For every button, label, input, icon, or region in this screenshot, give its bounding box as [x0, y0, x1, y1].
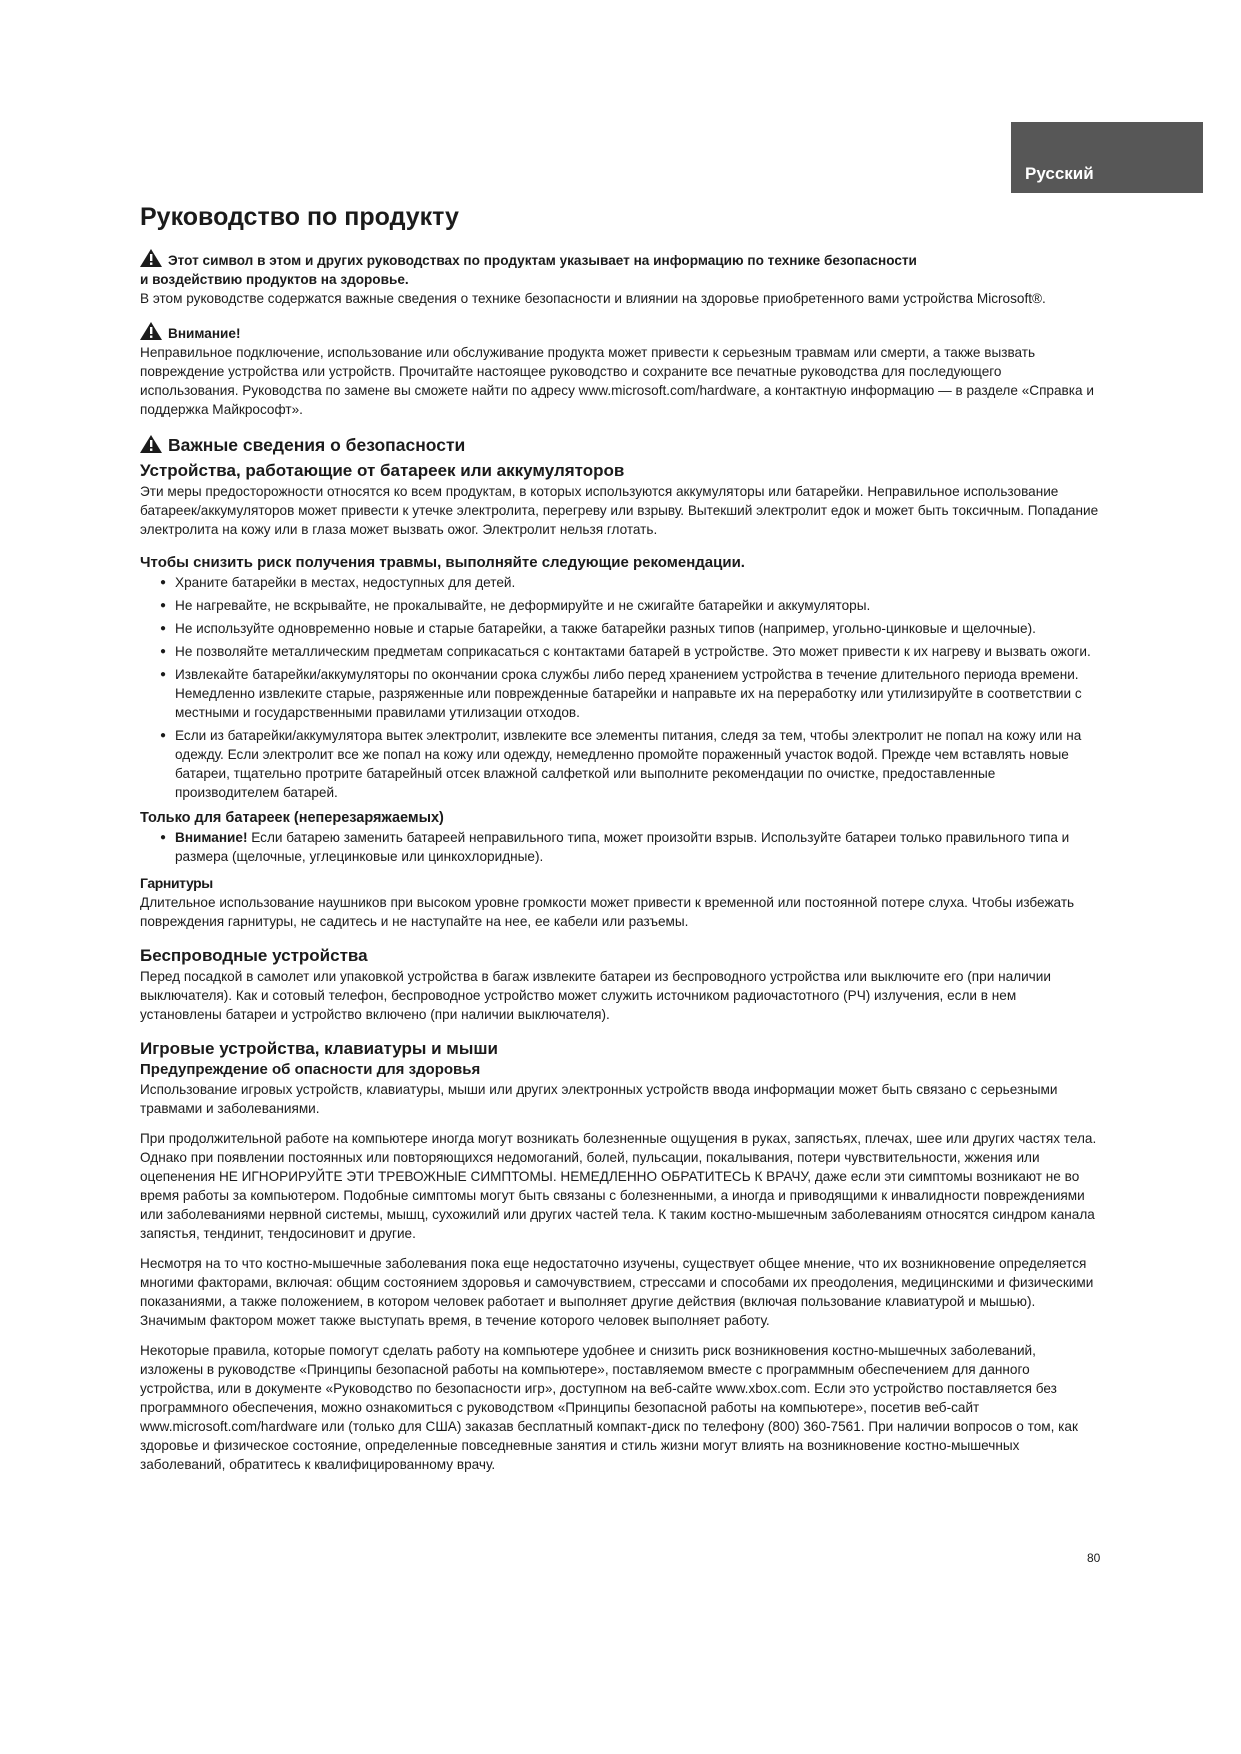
list-item: ● Храните батарейки в местах, недоступных для детей. — [140, 573, 1100, 592]
health-warning-heading: Предупреждение об опасности для здоровья — [140, 1061, 481, 1078]
list-item: ● Не используйте одновременно новые и старые батарейки, а также батарейки разных типов (например, угольно-цинковые и щелочные). — [140, 619, 1100, 638]
gaming-section — [140, 1038, 1100, 1474]
safety-heading: Важные сведения о безопасности — [168, 435, 466, 455]
warning-triangle-icon — [140, 249, 162, 267]
gaming-paragraph-3: Несмотря на то что костно-мышечные заболевания пока еще недостаточно изучены, существует общее мнение, что их возникновение определяется многими факторами, включая: общим состоянием здоровья и самочувствием, стрессами и способами их преодоления, медицинскими и физическими показаниями, а также положением, в котором человек работает и выполняет другие действия (включая пользование клавиатурой и мышью). Значимым фактором может также выступать время, в течение которого человек выполняет работу. — [140, 1256, 1094, 1328]
list-item: ● Извлекайте батарейки/аккумуляторы по окончании срока службы либо перед хранением устройства в течение длительного периода времени. Немедленно извлеките старые, разряженные или поврежденные батарейки и направьте их на переработку или утилизируйте в соответствии с местными и государственными правилами утилизации отходов. — [140, 665, 1100, 722]
warning-triangle-icon — [140, 435, 162, 453]
headsets-text: Длительное использование наушников при высоком уровне громкости может привести к временной или постоянной потере слуха. Чтобы избежать повреждения гарнитуры, не садитесь и не наступайте на нее, ее кабели или разъемы. — [140, 895, 1075, 929]
nonrechargeable-text: Если батарею заменить батареей неправильного типа, может произойти взрыв. Используйте батареи только правильного типа и размера (щелочные, углецинковые или цинкохлоридные). — [175, 830, 1070, 864]
gaming-paragraph-4: Некоторые правила, которые помогут сделать работу на компьютере удобнее и снизить риск возникновения костно-мышечных заболеваний, изложены в руководстве «Принципы безопасной работы на компьютере», поставляемом вместе с программным обеспечением для данного устройства, или в документе «Руководство по безопасности игр», доступном на веб-сайте www.xbox.com. Если это устройство поставляется без программного обеспечения, можно ознакомиться с руководством «Принципы безопасной работы на компьютере», посетив веб-сайт www.microsoft.com/hardware или (только для США) заказав бесплатный компакт-диск по телефону (800) 360-7561. При наличии вопросов о том, как здоровье и физическое состояние, определенные повседневные занятия и стиль жизни могут влиять на возникновение костно-мышечных заболеваний, обратитесь к квалифицированному врачу. — [140, 1343, 1078, 1472]
battery-recommendations-list — [140, 573, 1100, 802]
list-item — [140, 828, 1100, 866]
list-item: ● Не позволяйте металлическим предметам соприкасаться с контактами батарей в устройстве. Это может привести к их нагреву и вызвать ожоги. — [140, 642, 1100, 661]
list-item: ● Если из батарейки/аккумулятора вытек электролит, извлеките все элементы питания, следя за тем, чтобы электролит не попал на кожу или на одежду. Если электролит все же попал на кожу или одежду, немедленно промойте пораженный участок водой. Прежде чем вставлять новые батареи, тщательно протрите батарейный отсек влажной салфеткой или выполните рекомендации по очистке, предоставленные производителем батарей. — [140, 726, 1100, 802]
wireless-text: Перед посадкой в самолет или упаковкой устройства в багаж извлеките батареи из беспроводного устройства или выключите его (при наличии выключателя). Как и сотовый телефон, беспроводное устройство может служить источником радиочастотного (РЧ) излучения, если в нем установлены батареи и устройство включено (при наличии выключателя). — [140, 969, 1051, 1022]
document-body — [140, 202, 1100, 1474]
warning-caps-text: НЕ ИГНОРИРУЙТЕ ЭТИ ТРЕВОЖНЫЕ СИМПТОМЫ. НЕМЕДЛЕННО ОБРАТИТЕСЬ К ВРАЧУ, — [218, 1169, 812, 1184]
list-item: ● Не нагревайте, не вскрывайте, не прокалывайте, не деформируйте и не сжигайте батарейки и аккумуляторы. — [140, 596, 1100, 615]
warning-triangle-icon — [140, 322, 162, 340]
nonrechargeable-caution-label: Внимание! — [175, 830, 248, 845]
wireless-section — [140, 945, 1100, 1024]
headsets-heading: Гарнитуры — [140, 875, 213, 891]
caution-title: Внимание! — [168, 326, 241, 341]
reduce-risk-heading: Чтобы снизить риск получения травмы, выполняйте следующие рекомендации. — [140, 554, 745, 571]
wireless-heading: Беспроводные устройства — [140, 946, 368, 965]
gaming-paragraph-1: Использование игровых устройств, клавиатуры, мыши или других электронных устройств ввода информации может быть связано с серьезными травмами и заболеваниями. — [140, 1082, 1058, 1116]
gaming-heading: Игровые устройства, клавиатуры и мыши — [140, 1039, 498, 1058]
intro-text: В этом руководстве содержатся важные сведения о технике безопасности и влиянии на здоровье приобретенного вами устройства Microsoft®. — [140, 291, 1046, 306]
caution-notice — [140, 322, 1100, 419]
page-title: Руководство по продукту — [140, 203, 459, 231]
page-number: 80 — [1087, 1551, 1101, 1565]
intro-bold-line2: и воздействию продуктов на здоровье. — [140, 272, 409, 287]
nonrechargeable-list — [140, 828, 1100, 866]
gaming-paragraph-2: При продолжительной работе на компьютере иногда могут возникать болезненные ощущения в руках, запястьях, плечах, шее или других частях тела. Однако при появлении постоянных или повторяющихся недомоганий, болей, пульсации, покалывания, потери чувствительности, жжения или оцепенения НЕ ИГНОРИРУЙТЕ ЭТИ ТРЕВОЖНЫЕ СИМПТОМЫ. НЕМЕДЛЕННО ОБРАТИТЕСЬ К ВРАЧУ, даже если эти симптомы возникают не во время работы за компьютером. Подобные симптомы могут быть связаны с болезненными, а иногда и приводящими к инвалидности повреждениями или заболеваниями нервной системы, мышц, сухожилий или других частей тела. К таким костно-мышечным заболеваниям относятся синдром канала запястья, тендинит, тендосиновит и другие. — [140, 1131, 1097, 1241]
safety-section — [140, 434, 1100, 931]
nonrechargeable-heading: Только для батареек (неперезаряжаемых) — [140, 810, 444, 826]
intro-notice — [140, 249, 1100, 308]
language-tab: Русский — [1011, 122, 1203, 193]
caution-text: Неправильное подключение, использование или обслуживание продукта может привести к серьезным травмам или смерти, а также вызвать повреждение устройства или устройств. Прочитайте настоящее руководство и сохраните все печатные руководства для последующего использования. Руководства по замене вы сможете найти по адресу www.microsoft.com/hardware, а контактную информацию — в разделе «Справка и поддержка Майкрософт». — [140, 345, 1094, 417]
battery-text: Эти меры предосторожности относятся ко всем продуктам, в которых используются аккумуляторы или батарейки. Неправильное использование батареек/аккумуляторов может привести к утечке электролита, перегреву или взрыву. Вытекший электролит едок и может быть токсичным. Попадание электролита на кожу или в глаза может вызвать ожог. Электролит нельзя глотать. — [140, 484, 1099, 537]
intro-bold-line1: Этот символ в этом и других руководствах по продуктам указывает на информацию по технике безопасности — [168, 253, 917, 268]
battery-heading: Устройства, работающие от батареек или аккумуляторов — [140, 461, 625, 480]
